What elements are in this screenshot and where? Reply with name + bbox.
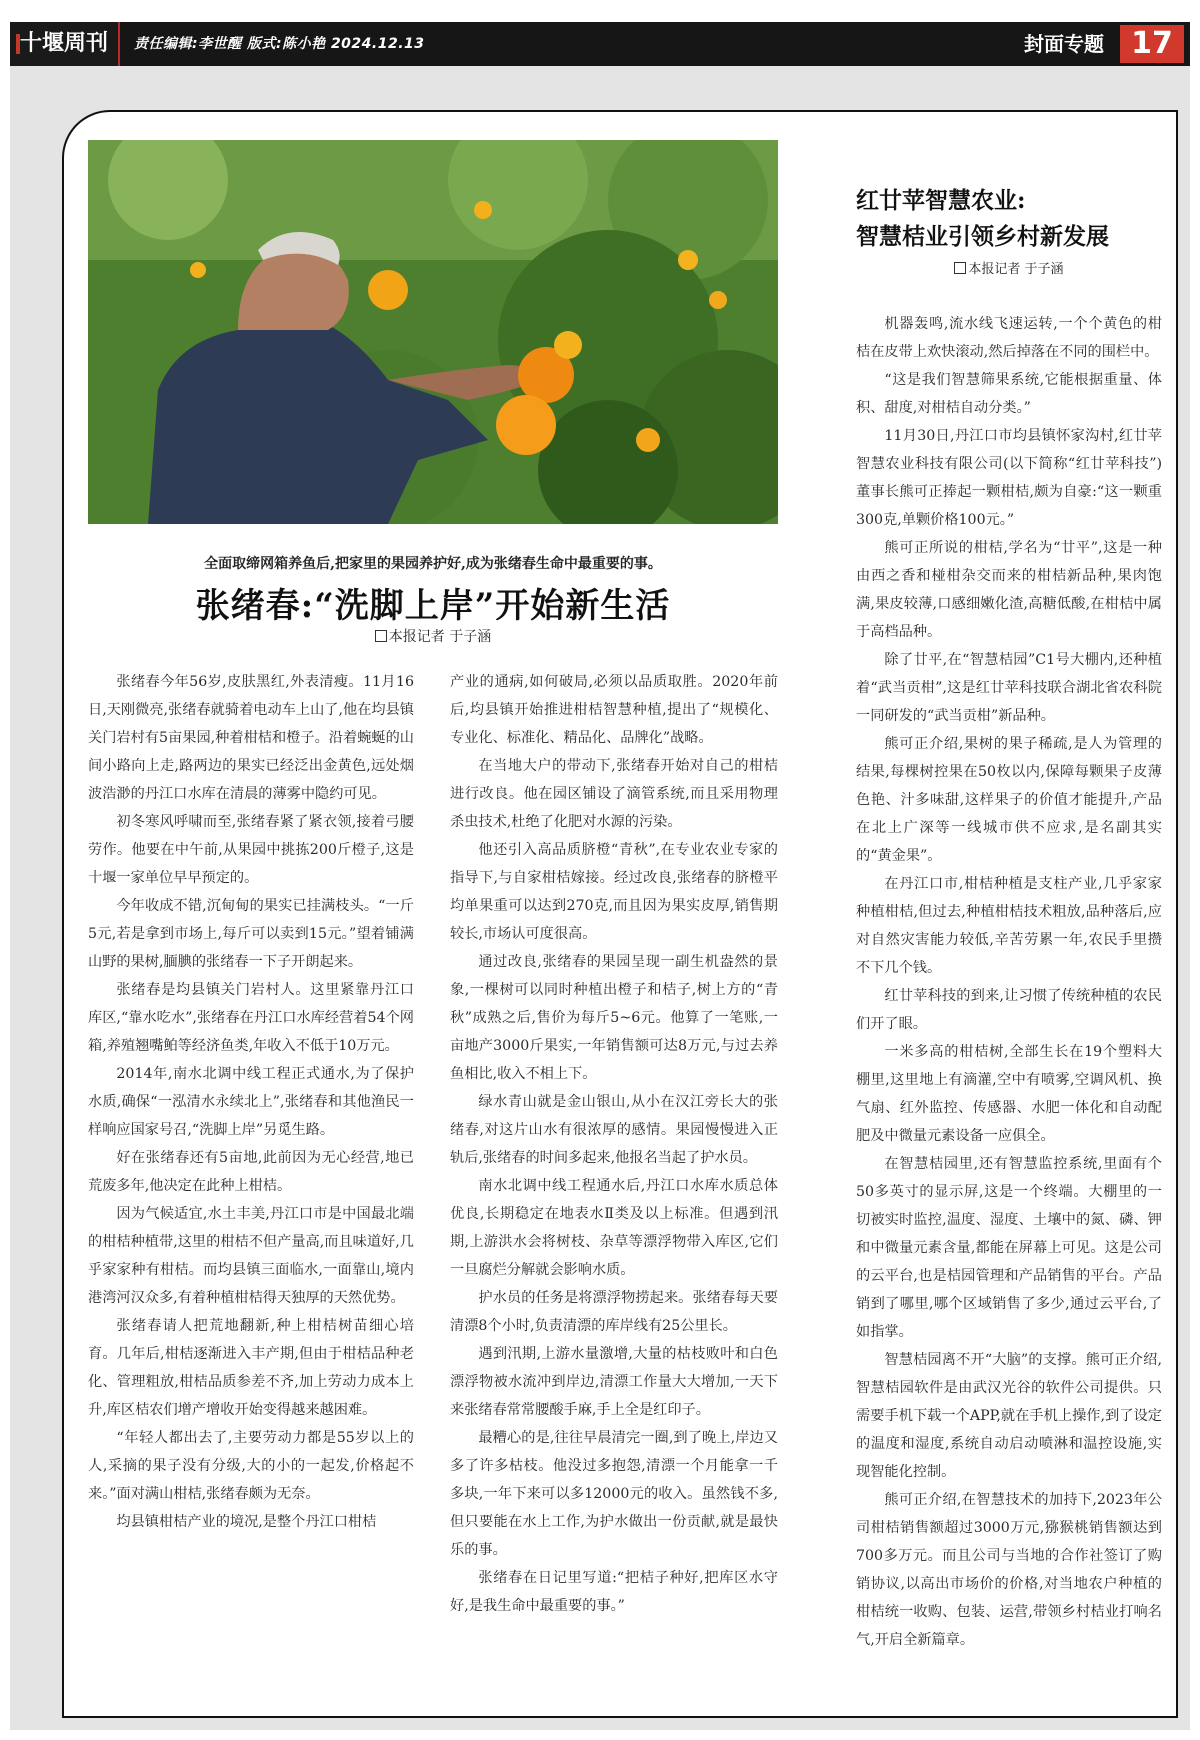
main-article-title: 张绪春:“洗脚上岸”开始新生活 bbox=[195, 586, 671, 626]
brand-text: 十堰周刊 bbox=[19, 31, 108, 56]
paragraph: 张绪春请人把荒地翻新,种上柑桔树苗细心培育。几年后,柑桔逐渐进入丰产期,但由于柑桔品种老化、管理粗放,柑桔品质参差不齐,加上劳动力成本上升,库区桔农们增产增收开始变得越来越困难。 bbox=[88, 1318, 414, 1418]
main-article-column-2 bbox=[450, 668, 778, 1694]
paragraph: 护水员的任务是将漂浮物捞起来。张绪春每天要清漂8个小时,负责清漂的库岸线有25公里长。 bbox=[450, 1290, 778, 1334]
paragraph: 张绪春今年56岁,皮肤黑红,外表清瘦。11月16日,天刚微亮,张绪春就骑着电动车上山了,他在均县镇关门岩村有5亩果园,种着柑桔和橙子。沿着蜿蜒的山间小路向上走,路两边的果实已经泛出金黄色,远处烟波浩渺的丹江口水库在清晨的薄雾中隐约可见。 bbox=[88, 674, 414, 802]
paragraph: 张绪春在日记里写道:“把桔子种好,把库区水守好,是我生命中最重要的事。” bbox=[450, 1570, 778, 1614]
paragraph: 张绪春是均县镇关门岩村人。这里紧靠丹江口库区,“靠水吃水”,张绪春在丹江口水库经营着54个网箱,养殖翘嘴鲌等经济鱼类,年收入不低于10万元。 bbox=[88, 982, 414, 1054]
editors-line: 责任编辑:李世醒 版式:陈小艳 2024.12.13 bbox=[134, 36, 425, 52]
side-article-title-line1: 红廿苹智慧农业: bbox=[856, 187, 1026, 214]
paragraph: 因为气候适宜,水土丰美,丹江口市是中国最北端的柑桔种植带,这里的柑桔不但产量高,而且味道好,几乎家家种有柑桔。而均县镇三面临水,一面靠山,境内港湾河汉众多,有着种植柑桔得天独厚的天然优势。 bbox=[88, 1206, 414, 1306]
paragraph: 在当地大户的带动下,张绪春开始对自己的柑桔进行改良。他在园区铺设了滴管系统,而且采用物理杀虫技术,杜绝了化肥对水源的污染。 bbox=[450, 758, 778, 830]
paragraph: 熊可正介绍,在智慧技术的加持下,2023年公司柑桔销售额超过3000万元,猕猴桃销售额达到700多万元。而且公司与当地的合作社签订了购销协议,以高出市场价的价格,对当地农户种植的柑桔统一收购、包装、运营,带领乡村桔业打响名气,开启全新篇章。 bbox=[856, 1492, 1162, 1648]
paragraph: 在智慧桔园里,还有智慧监控系统,里面有个50多英寸的显示屏,这是一个终端。大棚里的一切被实时监控,温度、湿度、土壤中的氮、磷、钾和中微量元素含量,都能在屏幕上可见。这是公司的云平台,也是桔园管理和产品销售的平台。产品销到了哪里,哪个区域销售了多少,通过云平台,了如指掌。 bbox=[856, 1156, 1162, 1340]
paragraph: 他还引入高品质脐橙“青秋”,在专业农业专家的指导下,与自家柑桔嫁接。经过改良,张绪春的脐橙平均单果重可以达到270克,而且因为果实皮厚,销售期较长,市场认可度很高。 bbox=[450, 842, 778, 942]
side-article-column bbox=[856, 310, 1162, 1692]
page-header bbox=[10, 22, 1190, 66]
paragraph: 初冬寒风呼啸而至,张绪春紧了紧衣领,接着弓腰劳作。他要在中午前,从果园中挑拣200斤橙子,这是十堰一家单位早早预定的。 bbox=[88, 814, 414, 886]
main-article-byline bbox=[88, 626, 778, 646]
paragraph: “年轻人都出去了,主要劳动力都是55岁以上的人,采摘的果子没有分级,大的小的一起发,价格起不来。”面对满山柑桔,张绪春颇为无奈。 bbox=[88, 1430, 414, 1502]
paragraph: 绿水青山就是金山银山,从小在汉江旁长大的张绪春,对这片山水有很浓厚的感情。果园慢慢进入正轨后,张绪春的时间多起来,他报名当起了护水员。 bbox=[450, 1094, 778, 1166]
farmer-photo bbox=[88, 140, 778, 524]
side-article-title-line2: 智慧桔业引领乡村新发展 bbox=[856, 223, 1109, 250]
paragraph: 今年收成不错,沉甸甸的果实已挂满枝头。“一斤5元,若是拿到市场上,每斤可以卖到15元。”望着铺满山野的果树,腼腆的张绪春一下子开朗起来。 bbox=[88, 898, 414, 970]
section-title: 封面专题 bbox=[1024, 32, 1104, 56]
paragraph: 红廿苹科技的到来,让习惯了传统种植的农民们开了眼。 bbox=[856, 988, 1162, 1032]
paragraph: 在丹江口市,柑桔种植是支柱产业,几乎家家种植柑桔,但过去,种植柑桔技术粗放,品种落后,应对自然灾害能力较低,辛苦劳累一年,农民手里攒不下几个钱。 bbox=[856, 876, 1162, 976]
side-article-byline bbox=[856, 258, 1162, 277]
paragraph: 11月30日,丹江口市均县镇怀家沟村,红廿苹智慧农业科技有限公司(以下简称“红廿苹科技”)董事长熊可正捧起一颗柑桔,颇为自豪:“这一颗重300克,单颗价格100元。” bbox=[856, 428, 1162, 528]
brand-accent-bar bbox=[16, 34, 20, 54]
paragraph: 智慧桔园离不开“大脑”的支撑。熊可正介绍,智慧桔园软件是由武汉光谷的软件公司提供。只需要手机下载一个APP,就在手机上操作,到了设定的温度和湿度,系统自动启动喷淋和温控设施,实现智能化控制。 bbox=[856, 1352, 1162, 1480]
paragraph: 机器轰鸣,流水线飞速运转,一个个黄色的柑桔在皮带上欢快滚动,然后掉落在不同的围栏中。 bbox=[856, 316, 1162, 360]
paragraph: “这是我们智慧筛果系统,它能根据重量、体积、甜度,对柑桔自动分类。” bbox=[856, 372, 1162, 416]
byline-box-icon bbox=[375, 630, 387, 642]
masthead-brand bbox=[10, 22, 120, 66]
paragraph-continued: 产业的通病,如何破局,必须以品质取胜。2020年前后,均县镇开始推进柑桔智慧种植,提出了“规模化、专业化、标准化、精品化、品牌化”战略。 bbox=[450, 674, 778, 746]
paragraph: 南水北调中线工程通水后,丹江口水库水质总体优良,长期稳定在地表水Ⅱ类及以上标准。但遇到汛期,上游洪水会将树枝、杂草等漂浮物带入库区,它们一旦腐烂分解就会影响水质。 bbox=[450, 1178, 778, 1278]
main-article-column-1 bbox=[88, 668, 414, 1694]
byline-box-icon bbox=[954, 262, 966, 274]
page-number: 17 bbox=[1120, 25, 1184, 63]
paragraph: 熊可正所说的柑桔,学名为“廿平”,这是一种由西之香和椪柑杂交而来的柑桔新品种,果肉饱满,果皮较薄,口感细嫩化渣,高糖低酸,在柑桔中属于高档品种。 bbox=[856, 540, 1162, 640]
paragraph: 除了廿平,在“智慧桔园”C1号大棚内,还种植着“武当贡柑”,这是红廿苹科技联合湖北省农科院一同研发的“武当贡柑”新品种。 bbox=[856, 652, 1162, 724]
paragraph: 好在张绪春还有5亩地,此前因为无心经营,地已荒废多年,他决定在此种上柑桔。 bbox=[88, 1150, 414, 1194]
paragraph: 熊可正介绍,果树的果子稀疏,是人为管理的结果,每棵树控果在50枚以内,保障每颗果子皮薄色艳、汁多味甜,这样果子的价值才能提升,产品在北上广深等一线城市供不应求,是名副其实的“黄金果”。 bbox=[856, 736, 1162, 864]
byline-text: 本报记者 于子涵 bbox=[968, 262, 1064, 277]
paragraph: 遇到汛期,上游水量激增,大量的枯枝败叶和白色漂浮物被水流冲到岸边,清漂工作量大大增加,一天下来张绪春常常腰酸手麻,手上全是红印子。 bbox=[450, 1346, 778, 1418]
byline-text: 本报记者 于子涵 bbox=[388, 629, 492, 645]
paragraph: 均县镇柑桔产业的境况,是整个丹江口柑桔 bbox=[116, 1514, 377, 1530]
photo-caption: 全面取缔网箱养鱼后,把家里的果园养护好,成为张绪春生命中最重要的事。 bbox=[204, 556, 662, 572]
orchard-illustration bbox=[88, 140, 778, 524]
paragraph: 通过改良,张绪春的果园呈现一副生机盎然的景象,一棵树可以同时种植出橙子和桔子,树上方的“青秋”成熟之后,售价为每斤5~6元。他算了一笔账,一亩地产3000斤果实,一年销售额可达8万元,与过去养鱼相比,收入不相上下。 bbox=[450, 954, 778, 1082]
paragraph: 2014年,南水北调中线工程正式通水,为了保护水质,确保“一泓清水永续北上”,张绪春和其他渔民一样响应国家号召,“洗脚上岸”另觅生路。 bbox=[88, 1066, 414, 1138]
paragraph: 最糟心的是,往往早晨清完一圈,到了晚上,岸边又多了许多枯枝。他没过多抱怨,清漂一个月能拿一千多块,一年下来可以多12000元的收入。虽然钱不多,但只要能在水上工作,为护水做出一份贡献,就是最快乐的事。 bbox=[450, 1430, 778, 1558]
paragraph: 一米多高的柑桔树,全部生长在19个塑料大棚里,这里地上有滴灌,空中有喷雾,空调风机、换气扇、红外监控、传感器、水肥一体化和自动配肥及中微量元素设备一应俱全。 bbox=[856, 1044, 1162, 1144]
